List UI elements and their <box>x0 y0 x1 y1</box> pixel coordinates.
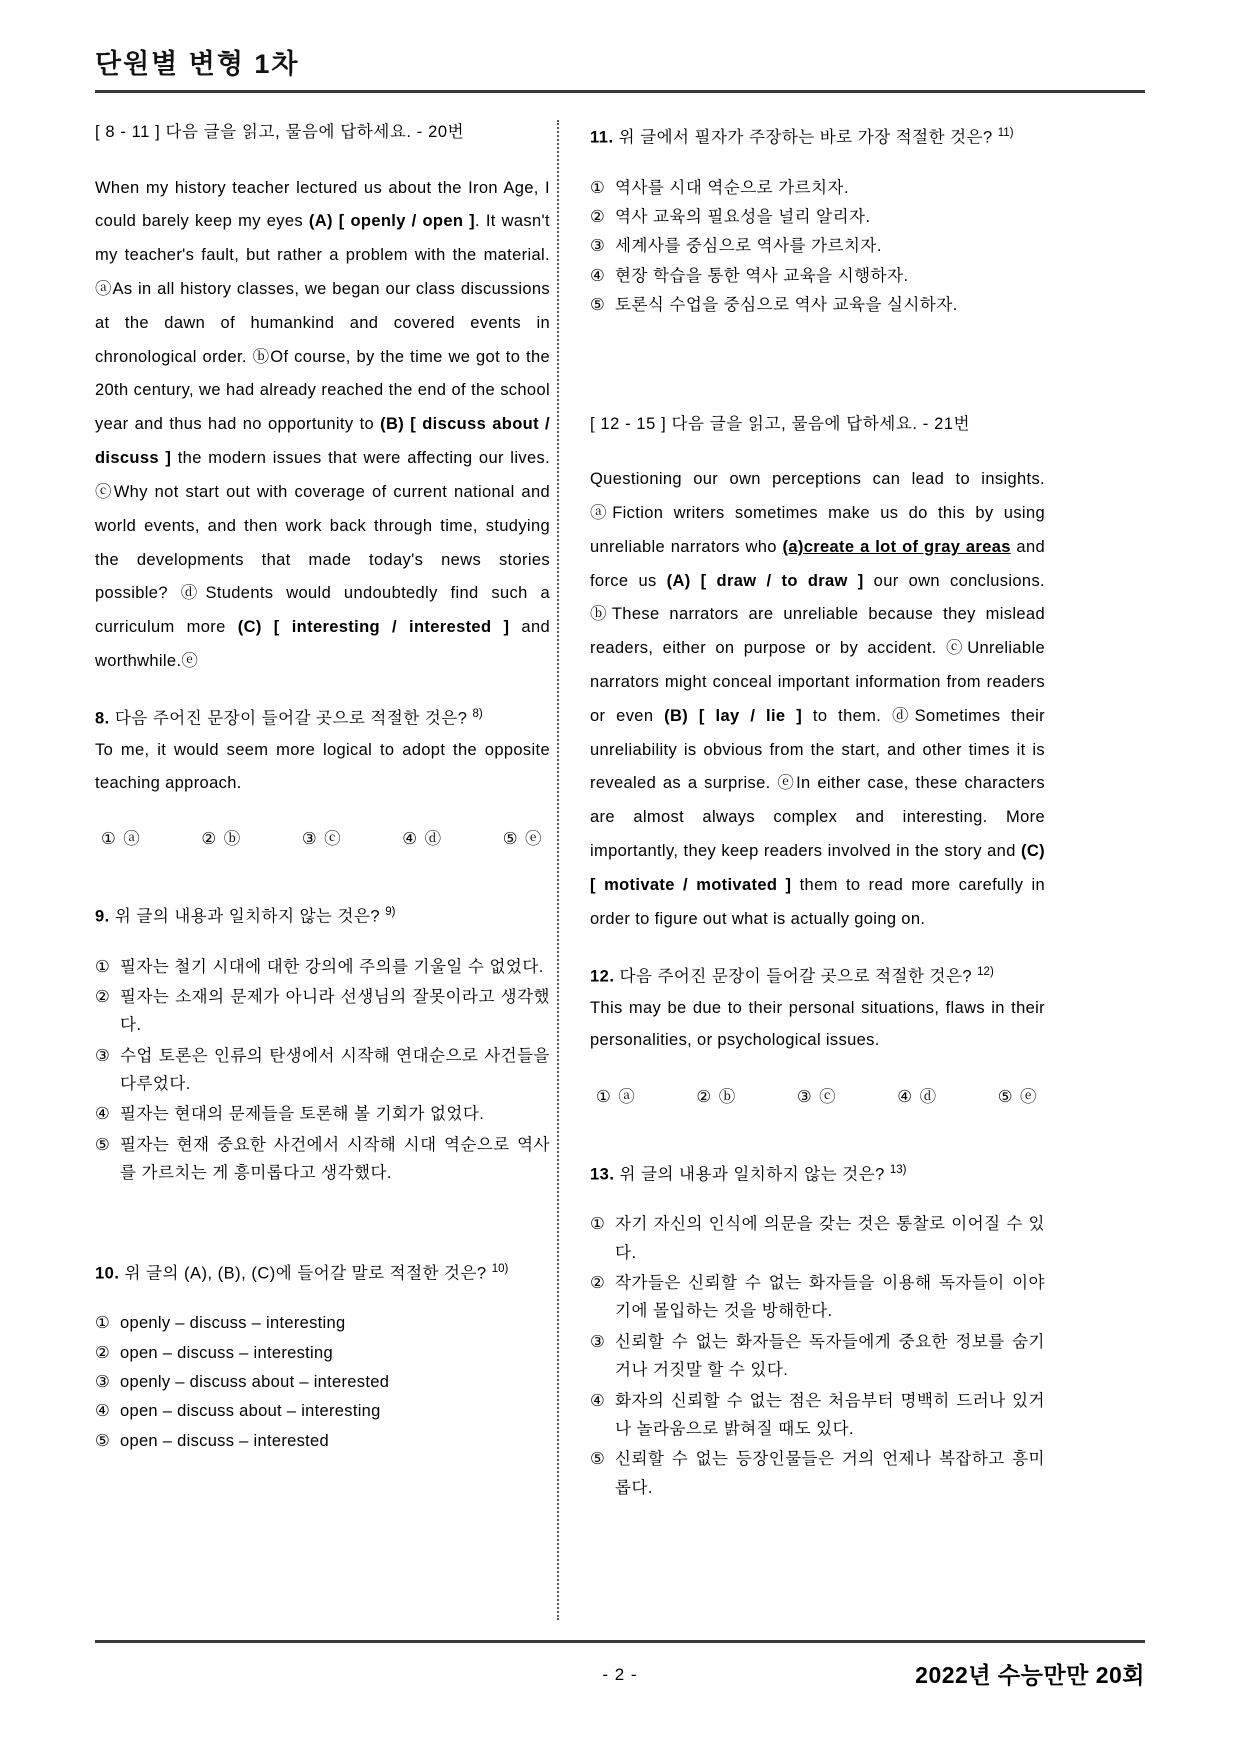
question-8-options <box>101 825 550 849</box>
answer-choice-number: ⑤ <box>502 829 518 848</box>
answer-choice-number: ③ <box>590 1332 606 1351</box>
answer-choice[interactable] <box>95 1368 550 1396</box>
passage-text-run: . It wasn't my teacher's fault, but rather a problem with the material. ⓐAs in all history classes, we began our class discussions at the dawn of humankind and covered events in chronological order. ⓑOf course, by the time we got to the 20th century, we had already reached the end of the school year and thus had no opportunity to <box>95 212 550 434</box>
passage-text-run: and force us <box>590 537 1046 590</box>
answer-choice[interactable] <box>590 1269 1045 1326</box>
answer-choice[interactable] <box>596 1083 635 1107</box>
passage-2 <box>590 463 1045 936</box>
answer-choice-number: ④ <box>402 829 418 848</box>
answer-choice-text: 필자는 현대의 문제들을 토론해 볼 기회가 없었다. <box>120 1105 485 1124</box>
question-11-options <box>590 174 1045 320</box>
answer-choice[interactable] <box>590 1387 1045 1444</box>
question-12-heading <box>590 963 1045 991</box>
content-columns <box>95 120 1145 1590</box>
passage-highlight-run: (B) [ discuss about / discuss ] <box>95 415 550 468</box>
answer-choice-number: ③ <box>95 1046 111 1065</box>
answer-choice[interactable] <box>95 983 550 1040</box>
answer-choice-text: 신뢰할 수 없는 등장인물들은 거의 언제나 복잡하고 흥미롭다. <box>615 1450 1045 1497</box>
question-8-number: 8. <box>95 709 110 728</box>
answer-choice-marker: ⓑ <box>718 1087 736 1106</box>
question-10-footnote: 10) <box>491 1262 509 1275</box>
passage-highlight-run: (A) [ draw / to draw ] <box>666 571 864 590</box>
answer-choice-number: ① <box>590 1215 606 1234</box>
answer-choice-text: open – discuss about – interesting <box>120 1402 381 1421</box>
question-12-number: 12. <box>590 967 615 986</box>
answer-choice-number: ③ <box>95 1373 111 1391</box>
page-number: - 2 - <box>602 1665 638 1684</box>
answer-choice-text: 필자는 철기 시대에 대한 강의에 주의를 기울일 수 없었다. <box>120 957 544 976</box>
answer-choice-number: ② <box>201 829 217 848</box>
answer-choice[interactable] <box>503 825 542 849</box>
answer-choice[interactable] <box>95 1339 550 1367</box>
question-12-given-sentence: This may be due to their personal situations, flaws in their personalities, or psychological issues. <box>590 999 1045 1050</box>
answer-choice-text: 현장 학습을 통한 역사 교육을 시행하자. <box>615 266 909 285</box>
question-13-heading <box>590 1161 1045 1189</box>
question-10-options <box>95 1309 550 1455</box>
answer-choice[interactable] <box>590 1445 1045 1502</box>
answer-choice[interactable] <box>302 825 341 849</box>
answer-choice-number: ④ <box>590 1391 606 1410</box>
answer-choice-marker: ⓑ <box>223 829 241 848</box>
answer-choice[interactable] <box>590 203 1045 231</box>
answer-choice-text: 신뢰할 수 없는 화자들은 독자들에게 중요한 정보를 숨기거나 거짓말 할 수 있다. <box>615 1332 1045 1380</box>
answer-choice-number: ① <box>101 829 117 848</box>
answer-choice[interactable] <box>95 1309 550 1337</box>
answer-choice-text: 필자는 현재 중요한 사건에서 시작해 시대 역순으로 역사를 가르치는 게 흥미롭다고 생각했다. <box>120 1135 550 1183</box>
answer-choice[interactable] <box>402 825 441 849</box>
right-column <box>590 120 1045 1536</box>
answer-choice-text: 필자는 소재의 문제가 아니라 선생님의 잘못이라고 생각했다. <box>120 987 550 1035</box>
answer-choice-marker: ⓔ <box>524 829 542 848</box>
question-9-number: 9. <box>95 907 110 926</box>
answer-choice-number: ① <box>590 178 606 197</box>
answer-choice[interactable] <box>95 1131 550 1188</box>
answer-choice-marker: ⓐ <box>618 1087 636 1106</box>
question-8-heading <box>95 705 550 733</box>
spacer <box>590 1141 1045 1157</box>
instruction-passage-1: [ 8 - 11 ] 다음 글을 읽고, 물음에 답하세요. - 20번 <box>95 123 465 141</box>
answer-choice[interactable] <box>590 262 1045 290</box>
answer-choice-number: ④ <box>897 1087 913 1106</box>
answer-choice[interactable] <box>95 1427 550 1455</box>
passage-text-run: and worthwhile.ⓔ <box>95 618 550 670</box>
question-9-options <box>95 953 550 1188</box>
spacer <box>590 354 1045 412</box>
question-12-footnote: 12) <box>977 965 994 978</box>
answer-choice[interactable] <box>797 1083 836 1107</box>
page-title: 단원별 변형 1차 <box>95 49 300 79</box>
question-11-number: 11. <box>590 128 614 147</box>
answer-choice-marker: ⓔ <box>1019 1087 1037 1106</box>
answer-choice[interactable] <box>590 232 1045 260</box>
passage-text-run: to them. ⓓSometimes their unreliability is obvious from the start, and other times it is revealed as a surprise. ⓔIn either case, these characters are almost always complex and interesting. More importantly, they keep readers involved in the story and <box>590 706 1046 861</box>
answer-choice-number: ③ <box>590 237 606 256</box>
question-10-number: 10. <box>95 1264 120 1283</box>
answer-choice-marker: ⓓ <box>424 829 442 848</box>
question-10-heading <box>95 1260 550 1288</box>
question-9-footnote: 9) <box>385 905 396 918</box>
answer-choice-text: 세계사를 중심으로 역사를 가르치자. <box>615 237 882 256</box>
question-13-number: 13. <box>590 1165 615 1184</box>
answer-choice-number: ② <box>590 208 606 227</box>
instruction-passage-2: [ 12 - 15 ] 다음 글을 읽고, 물음에 답하세요. - 21번 <box>590 414 971 433</box>
question-8-text: 다음 주어진 문장이 들어갈 곳으로 적절한 것은? <box>114 709 468 728</box>
answer-choice-text: open – discuss – interesting <box>120 1343 333 1362</box>
passage-1 <box>95 172 550 679</box>
answer-choice-text: 화자의 신뢰할 수 없는 점은 처음부터 명백히 드러나 있거나 놀라움으로 밝혀질 때도 있다. <box>615 1391 1045 1438</box>
passage-highlight-run: (B) [ lay / lie ] <box>664 706 803 725</box>
question-9-text: 위 글의 내용과 일치하지 않는 것은? <box>114 907 381 926</box>
left-column <box>95 120 550 1489</box>
answer-choice[interactable] <box>95 953 550 981</box>
answer-choice-number: ① <box>596 1087 612 1106</box>
question-13-footnote: 13) <box>889 1163 907 1176</box>
question-8-footnote: 8) <box>472 707 483 720</box>
passage-highlight-run: (A) [ openly / open ] <box>308 212 476 231</box>
header-divider-rule <box>95 90 1145 93</box>
answer-choice-marker: ⓒ <box>324 829 342 848</box>
question-11-footnote: 11) <box>997 127 1014 139</box>
passage-text-run: our own conclusions. ⓑThese narrators are unreliable because they mislead readers, either on purpose or by accident. ⓒUnreliable narrators might conceal important information from readers or even <box>590 571 1045 725</box>
answer-choice-number: ① <box>95 957 111 976</box>
answer-choice-marker: ⓒ <box>819 1087 837 1106</box>
answer-choice-number: ② <box>95 1343 111 1362</box>
answer-choice-number: ④ <box>95 1105 111 1124</box>
answer-choice[interactable] <box>590 1328 1045 1385</box>
page-footer <box>95 1640 1145 1703</box>
answer-choice-number: ⑤ <box>95 1135 111 1154</box>
question-10-text: 위 글의 (A), (B), (C)에 들어갈 말로 적절한 것은? <box>124 1264 487 1283</box>
answer-choice-number: ③ <box>301 829 318 848</box>
answer-choice-number: ② <box>95 987 111 1006</box>
answer-choice-text: 수업 토론은 인류의 탄생에서 시작해 연대순으로 사건들을 다루었다. <box>120 1046 550 1094</box>
passage-highlight-run: (C) [ interesting / interested ] <box>237 618 510 637</box>
answer-choice-text: openly – discuss – interesting <box>120 1314 346 1333</box>
passage-text-run: the modern issues that were affecting our lives. ⓒWhy not start out with coverage of current national and world events, and then work back through time, studying the developments that made today's news stories possible? ⓓStudents would undoubtedly find such a curriculum more <box>95 449 550 637</box>
answer-choice[interactable] <box>101 825 140 849</box>
answer-choice-text: 작가들은 신뢰할 수 없는 화자들을 이용해 독자들이 이야기에 몰입하는 것을 방해한다. <box>615 1274 1045 1321</box>
passage-text-run: When my history teacher lectured us about the Iron Age, I could barely keep my eyes <box>95 178 550 231</box>
question-11-heading <box>590 124 1045 152</box>
question-13-options <box>590 1210 1045 1502</box>
answer-choice[interactable] <box>897 1083 936 1107</box>
answer-choice[interactable] <box>998 1083 1037 1107</box>
answer-choice-number: ② <box>696 1087 712 1106</box>
footer-brand: 2022년 수능만만 20회 <box>915 1662 1145 1688</box>
passage-text-run: them to read more carefully in order to figure out what is actually going on. <box>590 875 1045 928</box>
answer-choice-text: 자기 자신의 인식에 의문을 갖는 것은 통찰로 이어질 수 있다. <box>615 1215 1045 1262</box>
answer-choice-number: ⑤ <box>590 296 606 315</box>
answer-choice-number: ③ <box>796 1087 813 1106</box>
answer-choice-number: ① <box>95 1314 111 1333</box>
answer-choice[interactable] <box>590 291 1045 319</box>
answer-choice[interactable] <box>95 1100 550 1128</box>
answer-choice[interactable] <box>95 1397 550 1425</box>
passage-highlight-run: (a)create a lot of gray areas <box>782 537 1011 556</box>
question-12-options <box>596 1083 1045 1107</box>
answer-choice-number: ⑤ <box>95 1431 111 1450</box>
answer-choice-text: openly – discuss about – interested <box>120 1373 390 1391</box>
question-9-heading <box>95 903 550 931</box>
answer-choice-number: ④ <box>95 1402 111 1421</box>
answer-choice-text: 역사를 시대 역순으로 가르치자. <box>615 178 850 197</box>
answer-choice-number: ⑤ <box>590 1450 606 1469</box>
column-divider <box>557 120 559 1620</box>
answer-choice[interactable] <box>201 825 240 849</box>
answer-choice-number: ④ <box>590 266 606 285</box>
answer-choice-marker: ⓐ <box>123 829 141 848</box>
page-header <box>95 48 1145 93</box>
footer-row <box>95 1643 1145 1703</box>
question-13-text: 위 글의 내용과 일치하지 않는 것은? <box>619 1165 885 1184</box>
answer-choice-text: open – discuss – interested <box>120 1431 329 1450</box>
question-8-given-sentence: To me, it would seem more logical to adopt the opposite teaching approach. <box>95 741 550 792</box>
passage-highlight-run: (C) [ motivate / motivated ] <box>590 842 1045 894</box>
answer-choice-text: 역사 교육의 필요성을 널리 알리자. <box>615 208 871 227</box>
answer-choice-text: 토론식 수업을 중심으로 역사 교육을 실시하자. <box>615 296 958 315</box>
answer-choice[interactable] <box>590 174 1045 202</box>
passage-text-run: Questioning our own perceptions can lead to insights. ⓐFiction writers sometimes make us do this by using unreliable narrators who <box>590 470 1045 556</box>
spacer <box>95 1222 550 1256</box>
answer-choice[interactable] <box>95 1042 550 1099</box>
answer-choice-marker: ⓓ <box>919 1087 937 1106</box>
answer-choice[interactable] <box>590 1210 1045 1267</box>
spacer <box>95 883 550 899</box>
question-12-text: 다음 주어진 문장이 들어갈 곳으로 적절한 것은? <box>619 967 973 986</box>
answer-choice-number: ⑤ <box>997 1087 1013 1106</box>
question-11-text: 위 글에서 필자가 주장하는 바로 가장 적절한 것은? <box>618 128 993 147</box>
answer-choice-number: ② <box>590 1274 606 1293</box>
answer-choice[interactable] <box>696 1083 735 1107</box>
